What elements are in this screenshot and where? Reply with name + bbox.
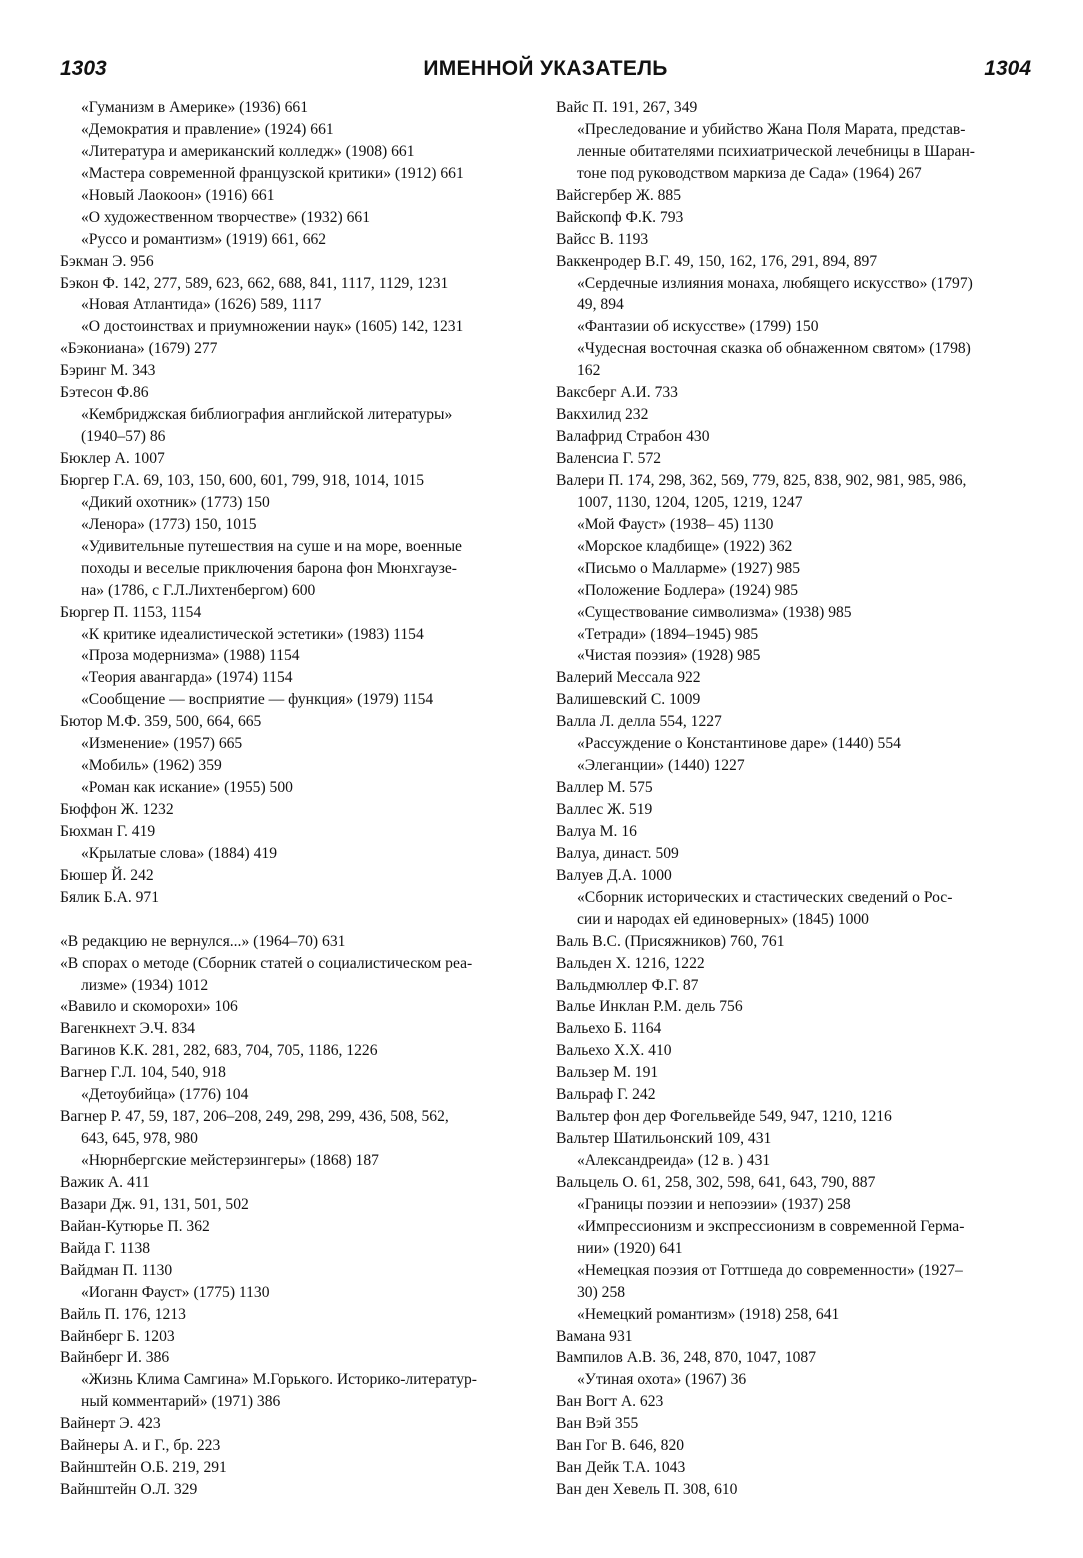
- index-subentry: «Изменение» (1957) 665: [81, 735, 243, 753]
- index-entry: Вайнерт Э. 423: [60, 1415, 161, 1433]
- index-subentry: тоне под руководством маркиза де Сада» (1964) 267: [577, 164, 922, 182]
- index-entry: Валье Инклан Р.М. дель 756: [556, 998, 743, 1016]
- index-subentry: «Сердечные излияния монаха, любящего искусство» (1797): [577, 274, 973, 292]
- index-subentry: походы и веселые приключения барона фон Мюнхгаузе-: [81, 559, 457, 577]
- index-entry: Валери П. 174, 298, 362, 569, 779, 825, 838, 902, 981, 985, 986,: [556, 471, 967, 489]
- index-subentry: 643, 645, 978, 980: [81, 1130, 198, 1148]
- index-entry: Вальтер фон дер Фогельвейде 549, 947, 1210, 1216: [556, 1108, 892, 1126]
- index-subentry: «Границы поэзии и непоэзии» (1937) 258: [577, 1195, 851, 1213]
- index-entry: Важик А. 411: [60, 1173, 150, 1191]
- index-entry: Ван Вогт А. 623: [556, 1393, 664, 1411]
- index-entry: Вагнер Г.Л. 104, 540, 918: [60, 1064, 226, 1082]
- index-subentry: «Кембриджская библиография английской литературы»: [81, 406, 453, 424]
- index-entry: Вагнер Р. 47, 59, 187, 206–208, 249, 298, 299, 436, 508, 562,: [60, 1108, 449, 1126]
- index-entry: Вальехо Х.Х. 410: [556, 1042, 672, 1060]
- index-subentry: «Гуманизм в Америке» (1936) 661: [81, 99, 309, 116]
- index-entry: Вакхилид 232: [556, 406, 649, 424]
- index-entry: Валь В.С. (Присяжников) 760, 761: [556, 932, 785, 950]
- index-subentry: «О достоинствах и приумножении наук» (1605) 142, 1231: [81, 318, 464, 336]
- index-entry: Бютор М.Ф. 359, 500, 664, 665: [60, 713, 262, 731]
- index-entry: Вальден Х. 1216, 1222: [556, 954, 705, 972]
- index-subentry: «Существование символизма» (1938) 985: [577, 603, 852, 621]
- index-entry: Вайскопф Ф.К. 793: [556, 208, 684, 226]
- index-subentry: «Литература и американский колледж» (1908) 661: [81, 142, 415, 160]
- index-entry: Валуев Д.А. 1000: [556, 866, 672, 884]
- index-entry: Вайнеры А. и Г., бр. 223: [60, 1437, 221, 1455]
- index-entry: Вайс П. 191, 267, 349: [556, 99, 698, 116]
- index-entry: Вайда Г. 1138: [60, 1239, 151, 1257]
- index-entry: Ван Вэй 355: [556, 1415, 639, 1433]
- section-gap: [60, 909, 530, 931]
- index-subentry: «Мой Фауст» (1938– 45) 1130: [577, 515, 774, 533]
- index-subentry: (1940–57) 86: [81, 428, 166, 446]
- index-entry: Бэринг М. 343: [60, 362, 156, 380]
- index-subentry: 1007, 1130, 1204, 1205, 1219, 1247: [577, 493, 803, 511]
- index-entry: «Бэкониана» (1679) 277: [60, 340, 218, 358]
- index-subentry: «Ленора» (1773) 150, 1015: [81, 515, 257, 533]
- index-subentry: «Роман как искание» (1955) 500: [81, 779, 293, 797]
- page-title: ИМЕННОЙ УКАЗАТЕЛЬ: [423, 57, 668, 80]
- index-subentry: «Сообщение — восприятие — функция» (1979) 1154: [81, 691, 434, 709]
- index-entry: Вайнберг Б. 1203: [60, 1327, 175, 1345]
- index-entry: Валлес Ж. 519: [556, 801, 653, 818]
- index-entry: Бэтесон Ф.86: [60, 384, 149, 402]
- index-entry: «В редакцию не вернулся...» (1964–70) 631: [60, 932, 346, 950]
- index-entry: Валишевский С. 1009: [556, 691, 701, 709]
- index-entry: Вайсс В. 1193: [556, 230, 649, 248]
- index-entry: Бюргер П. 1153, 1154: [60, 603, 202, 621]
- index-subentry: «Элеганции» (1440) 1227: [577, 757, 745, 775]
- index-subentry: «Жизнь Клима Самгина» М.Горького. Историко-литератур-: [81, 1371, 478, 1389]
- index-entry: Ван Дейк Т.А. 1043: [556, 1459, 686, 1477]
- index-subentry: «Демократия и правление» (1924) 661: [81, 120, 334, 138]
- index-entry: Вайнштейн О.Б. 219, 291: [60, 1459, 227, 1477]
- index-entry: Вампилов А.В. 36, 248, 870, 1047, 1087: [556, 1349, 817, 1367]
- index-subentry: 49, 894: [577, 296, 624, 314]
- index-subentry: «Мастера современной французской критики» (1912) 661: [81, 164, 464, 182]
- index-entry: Вальзер М. 191: [556, 1064, 659, 1082]
- index-subentry: на» (1786, с Г.Л.Лихтенбергом) 600: [81, 581, 316, 599]
- index-subentry: «Руссо и романтизм» (1919) 661, 662: [81, 230, 327, 248]
- index-entry: «В спорах о методе (Сборник статей о социалистическом реа-: [60, 954, 473, 972]
- index-entry: Вальехо Б. 1164: [556, 1020, 662, 1038]
- index-entry: Вазари Дж. 91, 131, 501, 502: [60, 1195, 249, 1213]
- index-subentry: «Морское кладбище» (1922) 362: [577, 537, 793, 555]
- index-subentry: 162: [577, 362, 601, 380]
- index-entry: Вайнберг И. 386: [60, 1349, 170, 1367]
- index-subentry: «Письмо о Малларме» (1927) 985: [577, 559, 801, 577]
- index-subentry: лизме» (1934) 1012: [81, 976, 209, 994]
- index-entry: Валенсиа Г. 572: [556, 450, 662, 467]
- index-subentry: «Иоганн Фауст» (1775) 1130: [81, 1283, 270, 1301]
- index-entry: Валла Л. делла 554, 1227: [556, 713, 722, 731]
- index-entry: Бэкон Ф. 142, 277, 589, 623, 662, 688, 841, 1117, 1129, 1231: [60, 274, 449, 292]
- index-subentry: ленные обитателями психиатрической лечебницы в Шаран-: [577, 142, 975, 160]
- index-entry: Бэкман Э. 956: [60, 252, 154, 270]
- index-entry: Вайдман П. 1130: [60, 1261, 173, 1279]
- index-entry: Ван Гог В. 646, 820: [556, 1437, 685, 1455]
- index-subentry: «Удивительные путешествия на суше и на море, военные: [81, 537, 462, 555]
- index-subentry: «Рассуждение о Константинове даре» (1440) 554: [577, 735, 901, 753]
- index-subentry: «Фантазии об искусстве» (1799) 150: [577, 318, 819, 336]
- index-subentry: «Новая Атлантида» (1626) 589, 1117: [81, 296, 322, 314]
- index-subentry: «Александреида» (12 в. ) 431: [577, 1152, 771, 1169]
- page-header: [60, 57, 1031, 87]
- index-subentry: «Мобиль» (1962) 359: [81, 757, 222, 775]
- index-entry: Вайль П. 176, 1213: [60, 1305, 186, 1323]
- index-entry: Валафрид Страбон 430: [556, 428, 710, 446]
- index-entry: Валерий Мессала 922: [556, 669, 701, 687]
- index-entry: Бюшер Й. 242: [60, 866, 154, 884]
- index-entry: «Вавило и скоморохи» 106: [60, 998, 238, 1016]
- index-subentry: «О художественном творчестве» (1932) 661: [81, 208, 370, 226]
- index-entry: Вайан-Кутюрье П. 362: [60, 1217, 210, 1235]
- index-subentry: «Чистая поэзия» (1928) 985: [577, 647, 761, 665]
- index-subentry: «Утиная охота» (1967) 36: [577, 1371, 747, 1389]
- index-subentry: «Положение Бодлера» (1924) 985: [577, 581, 799, 599]
- index-column-left: [60, 97, 530, 1501]
- index-entry: Вайнштейн О.Л. 329: [60, 1481, 198, 1499]
- index-subentry: «Сборник исторических и стастических сведений о Рос-: [577, 888, 953, 906]
- index-subentry: «Дикий охотник» (1773) 150: [81, 493, 270, 511]
- index-entry: Вайсгербер Ж. 885: [556, 186, 682, 204]
- index-subentry: «Тетради» (1894–1945) 985: [577, 625, 759, 643]
- index-entry: Вальцель О. 61, 258, 302, 598, 641, 643, 790, 887: [556, 1173, 876, 1191]
- index-entry: Вальраф Г. 242: [556, 1086, 656, 1104]
- index-subentry: «Детоубийца» (1776) 104: [81, 1086, 249, 1104]
- index-subentry: сии и народах ей единоверных» (1845) 1000: [577, 910, 869, 928]
- index-subentry: «Крылатые слова» (1884) 419: [81, 844, 278, 862]
- index-entry: Вагинов К.К. 281, 282, 683, 704, 705, 1186, 1226: [60, 1042, 378, 1060]
- index-entry: Вамана 931: [556, 1327, 633, 1345]
- index-entry: Ваккенродер В.Г. 49, 150, 162, 176, 291, 894, 897: [556, 252, 878, 270]
- index-subentry: «Импрессионизм и экспрессионизм в современной Герма-: [577, 1217, 965, 1235]
- index-entry: Ван ден Хевель П. 308, 610: [556, 1481, 738, 1499]
- index-entry: Ваксберг А.И. 733: [556, 384, 678, 402]
- index-subentry: «Нюрнбергские мейстерзингеры» (1868) 187: [81, 1152, 379, 1169]
- index-entry: Вагенкнехт Э.Ч. 834: [60, 1020, 196, 1038]
- index-subentry: «К критике идеалистической эстетики» (1983) 1154: [81, 625, 424, 643]
- index-subentry: «Чудесная восточная сказка об обнаженном святом» (1798): [577, 340, 971, 358]
- index-entry: Бялик Б.А. 971: [60, 888, 160, 906]
- index-entry: Валлер М. 575: [556, 779, 653, 797]
- index-entry: Бюффон Ж. 1232: [60, 801, 174, 818]
- index-subentry: «Новый Лаокоон» (1916) 661: [81, 186, 275, 204]
- index-subentry: «Немецкий романтизм» (1918) 258, 641: [577, 1305, 840, 1323]
- index-entry: Бюргер Г.А. 69, 103, 150, 600, 601, 799, 918, 1014, 1015: [60, 471, 425, 489]
- index-subentry: ный комментарий» (1971) 386: [81, 1393, 281, 1411]
- page-number-left: 1303: [60, 57, 107, 80]
- index-entry: Бюклер А. 1007: [60, 450, 165, 467]
- index-subentry: «Преследование и убийство Жана Поля Марата, представ-: [577, 120, 966, 138]
- index-subentry: «Проза модернизма» (1988) 1154: [81, 647, 300, 665]
- index-entry: Бюхман Г. 419: [60, 822, 156, 840]
- index-subentry: «Теория авангарда» (1974) 1154: [81, 669, 293, 687]
- index-subentry: 30) 258: [577, 1283, 626, 1301]
- index-subentry: нии» (1920) 641: [577, 1239, 683, 1257]
- index-entry: Вальтер Шатильонский 109, 431: [556, 1130, 772, 1148]
- index-entry: Вальдмюллер Ф.Г. 87: [556, 976, 699, 994]
- index-column-right: [556, 97, 1028, 1501]
- page-number-right: 1304: [984, 57, 1031, 80]
- index-entry: Валуа, династ. 509: [556, 844, 679, 862]
- index-subentry: «Немецкая поэзия от Готтшеда до современности» (1927–: [577, 1261, 963, 1279]
- index-entry: Валуа М. 16: [556, 822, 637, 840]
